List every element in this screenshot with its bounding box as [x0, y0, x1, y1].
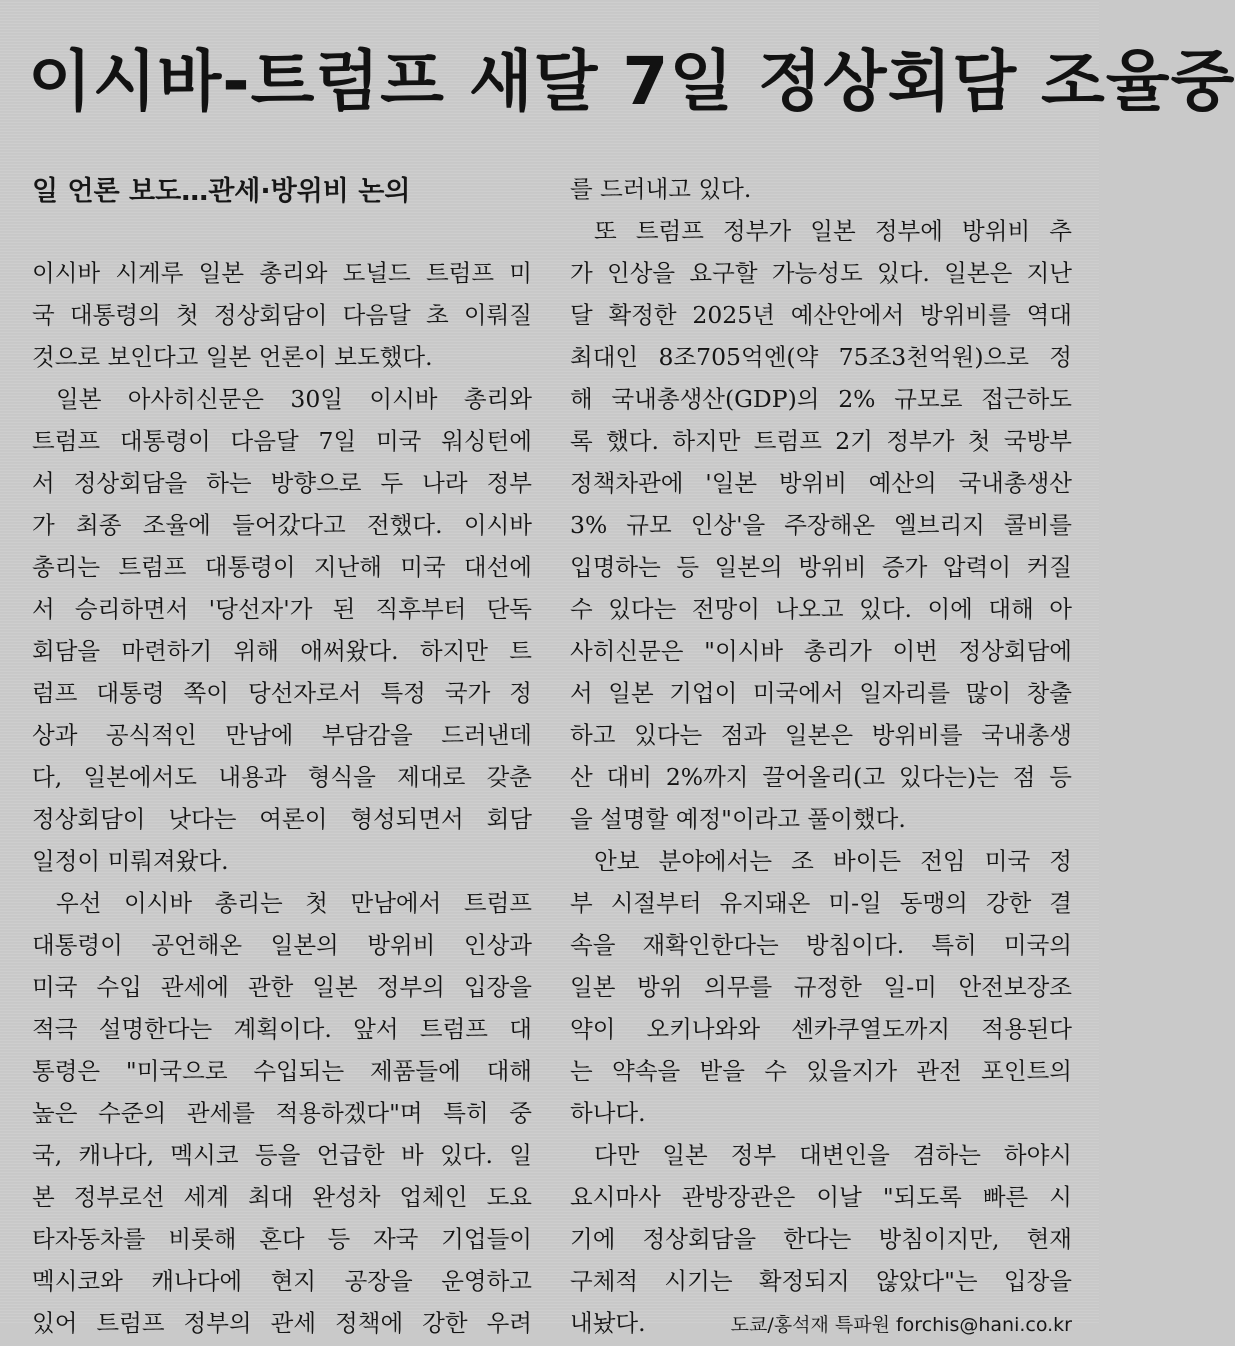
subhead-spacer [32, 216, 532, 252]
left-column [32, 168, 532, 1344]
body-line: 하나다. [570, 1099, 646, 1127]
body-line: 해 국내총생산(GDP)의 2% 규모로 접근하도 [570, 385, 1072, 413]
body-line: 산 대비 2%까지 끌어올리(고 있다는)는 점 등 [570, 763, 1072, 791]
body-line: 타자동차를 비롯해 혼다 등 자국 기업들이 [32, 1225, 532, 1253]
body-line: 우선 이시바 총리는 첫 만남에서 트럼프 [56, 889, 532, 917]
body-line: 을 설명할 예정"이라고 풀이했다. [570, 805, 906, 833]
body-line: 내놨다. [570, 1309, 646, 1337]
body-line: 가 최종 조율에 들어갔다고 전했다. 이시바 [32, 511, 532, 539]
body-line: 미국 수입 관세에 관한 일본 정부의 입장을 [32, 973, 532, 1001]
body-line: 3% 규모 인상'을 주장해온 엘브리지 콜비를 [570, 511, 1072, 539]
body-line: 다, 일본에서도 내용과 형식을 제대로 갖춘 [32, 763, 532, 791]
body-line: 서 일본 기업이 미국에서 일자리를 많이 창출 [570, 679, 1072, 707]
body-line: 일본 방위 의무를 규정한 일-미 안전보장조 [570, 973, 1072, 1001]
body-line: 수 있다는 전망이 나오고 있다. 이에 대해 아 [570, 595, 1072, 623]
body-line: 약이 오키나와와 센카쿠열도까지 적용된다 [570, 1015, 1072, 1043]
body-line: 정상회담이 낫다는 여론이 형성되면서 회담 [32, 805, 532, 833]
body-line: 기에 정상회담을 한다는 방침이지만, 현재 [570, 1225, 1072, 1253]
body-line: 국, 캐나다, 멕시코 등을 언급한 바 있다. 일 [32, 1141, 532, 1169]
body-line: 사히신문은 "이시바 총리가 이번 정상회담에 [570, 637, 1072, 665]
byline: 도쿄/홍석재 특파원 forchis@hani.co.kr [730, 1314, 1072, 1336]
body-line: 일정이 미뤄져왔다. [32, 847, 229, 875]
body-line: 있어 트럼프 정부의 관세 정책에 강한 우려 [32, 1309, 532, 1337]
body-line: 속을 재확인한다는 방침이다. 특히 미국의 [570, 931, 1072, 959]
body-line: 요시마사 관방장관은 이날 "되도록 빠른 시 [570, 1183, 1072, 1211]
right-column [570, 168, 1072, 1344]
body-line: 하고 있다는 점과 일본은 방위비를 국내총생 [570, 721, 1072, 749]
body-line: 총리는 트럼프 대통령이 지난해 미국 대선에 [32, 553, 532, 581]
headline: 이시바-트럼프 새달 7일 정상회담 조율중 [28, 43, 1235, 120]
body-line: 적극 설명한다는 계획이다. 앞서 트럼프 대 [32, 1015, 532, 1043]
body-line: 국 대통령의 첫 정상회담이 다음달 초 이뤄질 [32, 301, 532, 329]
body-line: 일본 아사히신문은 30일 이시바 총리와 [56, 385, 532, 413]
body-line: 를 드러내고 있다. [570, 175, 752, 203]
body-line: 이시바 시게루 일본 총리와 도널드 트럼프 미 [32, 259, 532, 287]
body-line: 본 정부로선 세계 최대 완성차 업체인 도요 [32, 1183, 532, 1211]
body-line: 달 확정한 2025년 예산안에서 방위비를 역대 [570, 301, 1072, 329]
body-line: 회담을 마련하기 위해 애써왔다. 하지만 트 [32, 637, 532, 665]
body-line: 멕시코와 캐나다에 현지 공장을 운영하고 [32, 1267, 532, 1295]
body-line: 최대인 8조705억엔(약 75조3천억원)으로 정 [570, 343, 1072, 371]
body-line: 구체적 시기는 확정되지 않았다"는 입장을 [570, 1267, 1072, 1295]
closing-row [570, 1302, 1072, 1344]
body-line: 럼프 대통령 쪽이 당선자로서 특정 국가 정 [32, 679, 532, 707]
body-line: 다만 일본 정부 대변인을 겸하는 하야시 [594, 1141, 1072, 1169]
body-line: 입명하는 등 일본의 방위비 증가 압력이 커질 [570, 553, 1072, 581]
body-line: 서 승리하면서 '당선자'가 된 직후부터 단독 [32, 595, 532, 623]
body-line: 통령은 "미국으로 수입되는 제품들에 대해 [32, 1057, 532, 1085]
body-line: 것으로 보인다고 일본 언론이 보도했다. [32, 343, 433, 371]
body-line: 는 약속을 받을 수 있을지가 관전 포인트의 [570, 1057, 1072, 1085]
body-line: 가 인상을 요구할 가능성도 있다. 일본은 지난 [570, 259, 1072, 287]
subheadline: 일 언론 보도…관세·방위비 논의 [32, 176, 411, 207]
body-line: 상과 공식적인 만남에 부담감을 드러낸데 [32, 721, 532, 749]
body-line: 록 했다. 하지만 트럼프 2기 정부가 첫 국방부 [570, 427, 1072, 455]
body-line: 대통령이 공언해온 일본의 방위비 인상과 [32, 931, 532, 959]
body-line: 트럼프 대통령이 다음달 7일 미국 워싱턴에 [32, 427, 532, 455]
body-line: 서 정상회담을 하는 방향으로 두 나라 정부 [32, 469, 532, 497]
left-column-text [32, 252, 532, 1344]
body-line: 부 시절부터 유지돼온 미-일 동맹의 강한 결 [570, 889, 1072, 917]
body-line: 또 트럼프 정부가 일본 정부에 방위비 추 [594, 217, 1072, 245]
body-line: 높은 수준의 관세를 적용하겠다"며 특히 중 [32, 1099, 532, 1127]
body-line: 정책차관에 '일본 방위비 예산의 국내총생산 [570, 469, 1072, 497]
body-line: 안보 분야에서는 조 바이든 전임 미국 정 [594, 847, 1072, 875]
